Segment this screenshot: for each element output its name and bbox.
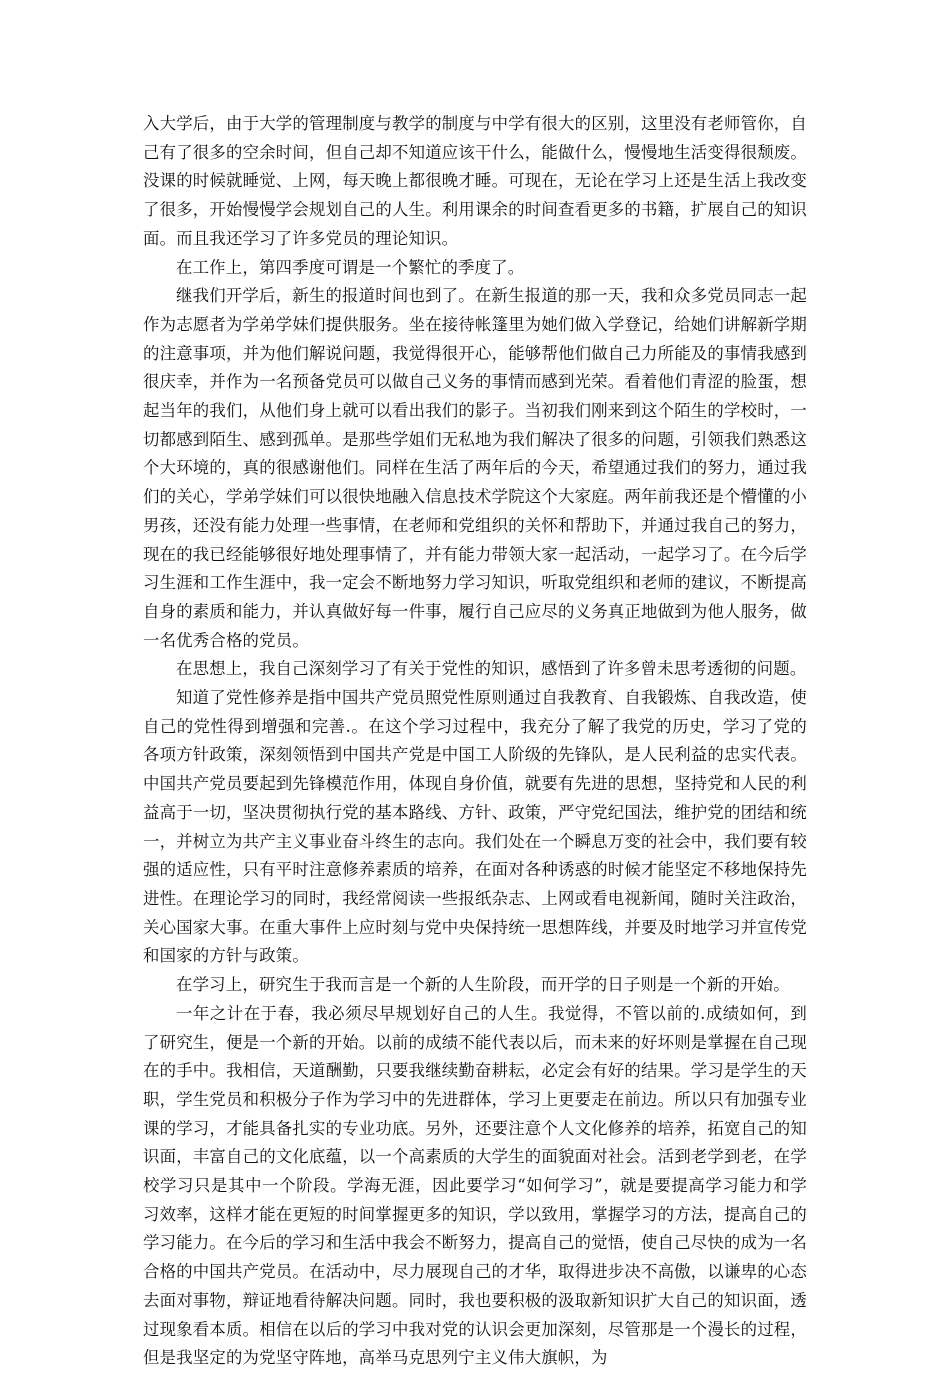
document-body [143,110,807,1373]
paragraph: 在思想上，我自己深刻学习了有关于党性的知识，感悟到了许多曾未思考透彻的问题。 [176,659,807,679]
paragraph: 知道了党性修养是指中国共产党员照党性原则通过自我教育、自我锻炼、自我改造，使自己的党性得到增强和完善.。在这个学习过程中，我充分了解了我党的历史，学习了党的各项方针政策，深刻领悟到中国共产党是中国工人阶级的先锋队，是人民利益的忠实代表。中国共产党员要起到先锋模范作用，体现自身价值，就要有先进的思想，坚持党和人民的利益高于一切，坚决贯彻执行党的基本路线、方针、政策，严守党纪国法，维护党的团结和统一，并树立为共产主义事业奋斗终生的志向。我们处在一个瞬息万变的社会中，我们要有较强的适应性，只有平时注意修养素质的培养，在面对各种诱惑的时候才能坚定不移地保持先进性。在理论学习的同时，我经常阅读一些报纸杂志、上网或看电视新闻，随时关注政治，关心国家大事。在重大事件上应时刻与党中央保持统一思想阵线，并要及时地学习并宣传党和国家的方针与政策。 [143,688,807,966]
paragraph: 继我们开学后，新生的报道时间也到了。在新生报道的那一天，我和众多党员同志一起作为志愿者为学弟学妹们提供服务。坐在接待帐篷里为她们做入学登记，给她们讲解新学期的注意事项，并为他们解说问题，我觉得很开心，能够帮他们做自己力所能及的事情我感到很庆幸，并作为一名预备党员可以做自己义务的事情而感到光荣。看着他们青涩的脸蛋，想起当年的我们，从他们身上就可以看出我们的影子。当初我们刚来到这个陌生的学校时，一切都感到陌生、感到孤单。是那些学姐们无私地为我们解决了很多的问题，引领我们熟悉这个大环境的，真的很感谢他们。同样在生活了两年后的今天，希望通过我们的努力，通过我们的关心，学弟学妹们可以很快地融入信息技术学院这个大家庭。两年前我还是个懵懂的小男孩，还没有能力处理一些事情，在老师和党组织的关怀和帮助下，并通过我自己的努力，现在的我已经能够很好地处理事情了，并有能力带领大家一起活动，一起学习了。在今后学习生涯和工作生涯中，我一定会不断地努力学习知识，听取党组织和老师的建议，不断提高自身的素质和能力，并认真做好每一件事，履行自己应尽的义务真正地做到为他人服务，做一名优秀合格的党员。 [143,286,807,650]
paragraph: 在学习上，研究生于我而言是一个新的人生阶段，而开学的日子则是一个新的开始。 [176,975,790,995]
paragraph: 一年之计在于春，我必须尽早规划好自己的人生。我觉得，不管以前的.成绩如何，到了研究生，便是一个新的开始。以前的成绩不能代表以后，而未来的好坏则是掌握在自己现在的手中。我相信，天道酬勤，只要我继续勤奋耕耘，必定会有好的结果。学习是学生的天职，学生党员和积极分子作为学习中的先进群体，学习上更要走在前边。所以只有加强专业课的学习，才能具备扎实的专业功底。另外，还要注意个人文化修养的培养，拓宽自己的知识面，丰富自己的文化底蕴，以一个高素质的大学生的面貌面对社会。活到老学到老，在学校学习只是其中一个阶段。学海无涯，因此要学习“如何学习”，就是要提高学习能力和学习效率，这样才能在更短的时间掌握更多的知识，学以致用，掌握学习的方法，提高自己的学习能力。在今后的学习和生活中我会不断努力，提高自己的觉悟，使自己尽快的成为一名合格的中国共产党员。在活动中，尽力展现自己的才华，取得进步决不高傲，以谦卑的心态去面对事物，辩证地看待解决问题。同时，我也要积极的汲取新知识扩大自己的知识面，透过现象看本质。相信在以后的学习中我对党的认识会更加深刻，尽管那是一个漫长的过程，但是我坚定的为党坚守阵地，高举马克思列宁主义伟大旗帜，为 [143,1003,807,1368]
paragraph: 在工作上，第四季度可谓是一个繁忙的季度了。 [176,257,525,277]
paragraph: 入大学后，由于大学的管理制度与教学的制度与中学有很大的区别，这里没有老师管你，自己有了很多的空余时间，但自己却不知道应该干什么，能做什么，慢慢地生活变得很颓废。没课的时候就睡觉、上网，每天晚上都很晚才睡。可现在，无论在学习上还是生活上我改变了很多，开始慢慢学会规划自己的人生。利用课余的时间查看更多的书籍，扩展自己的知识面。而且我还学习了许多党员的理论知识。 [143,114,807,248]
